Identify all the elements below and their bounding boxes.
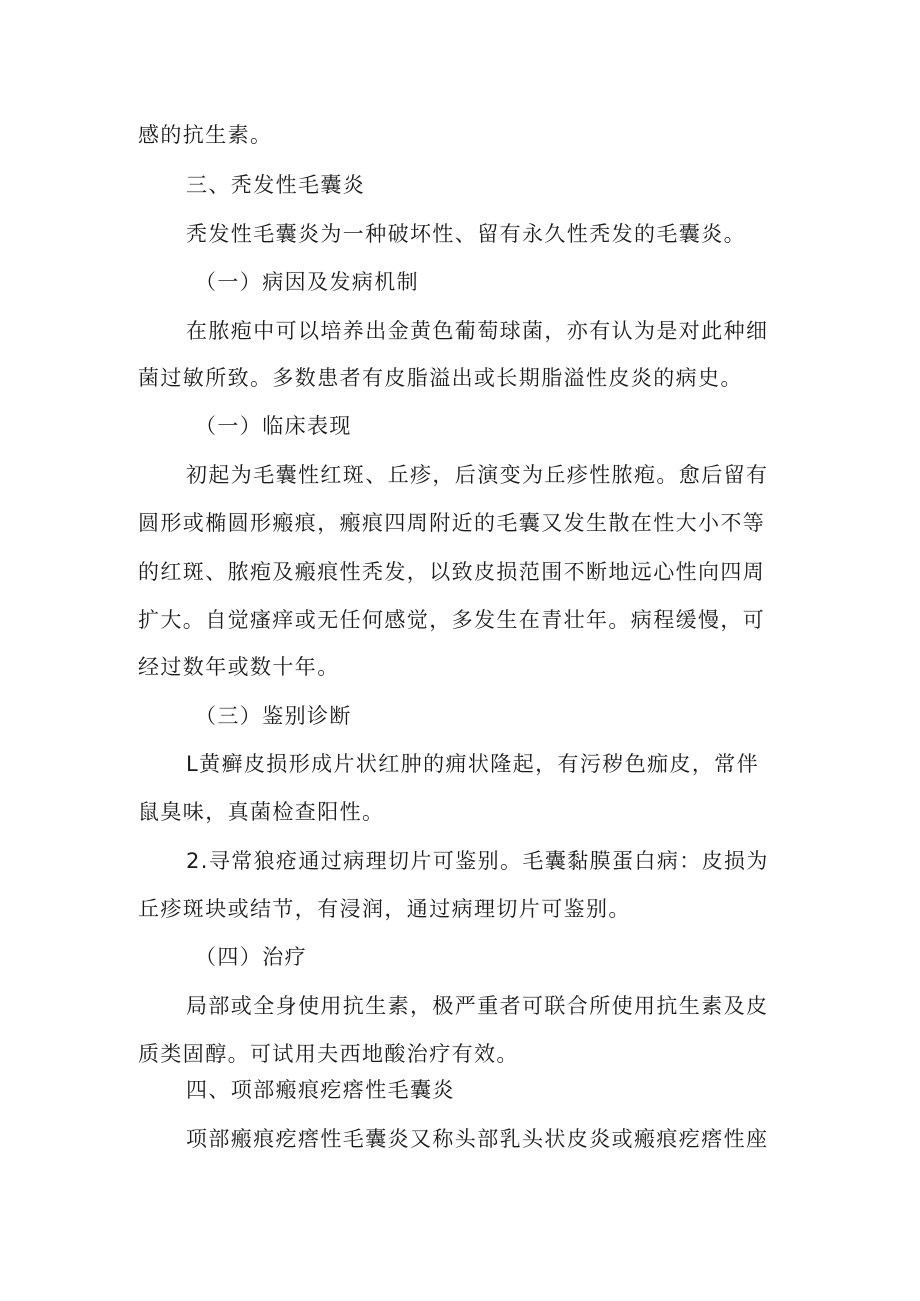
paragraph-line: 鼠臭味，真菌检查阳性。 [138,800,385,824]
subsection-heading: （一）病因及发病机制 [195,270,419,294]
paragraph-line: 秃发性毛囊炎为一种破坏性、留有永久性秃发的毛囊炎。 [186,222,746,246]
subsection-heading: （一）临床表现 [195,414,352,438]
paragraph-line: 圆形或椭圆形瘢痕，瘢痕四周附近的毛囊又发生散在性大小不等 [138,511,766,535]
subsection-heading: （四）治疗 [195,945,307,969]
paragraph-line: 局部或全身使用抗生素，极严重者可联合所使用抗生素及皮 [186,994,769,1018]
paragraph-line: 的红斑、脓疱及瘢痕性秃发，以致皮损范围不断地远心性向四周 [138,560,766,584]
paragraph-line: 初起为毛囊性红斑、丘疹，后演变为丘疹性脓疱。愈后留有 [186,463,769,487]
paragraph-line: 经过数年或数十年。 [138,655,340,679]
section-heading: 三、秃发性毛囊炎 [186,173,366,197]
paragraph-line: 感的抗生素。 [138,123,273,147]
paragraph-line: 丘疹斑块或结节，有浸润，通过病理切片可鉴别。 [138,897,631,921]
paragraph-line: 项部瘢痕疙瘩性毛囊炎又称头部乳头状皮炎或瘢痕疙瘩性座 [186,1127,769,1151]
paragraph-line: 2.寻常狼疮通过病理切片可鉴别。毛囊黏膜蛋白病：皮损为 [186,849,769,873]
paragraph-line: 菌过敏所致。多数患者有皮脂溢出或长期脂溢性皮炎的病史。 [138,366,743,390]
paragraph-line: 质类固醇。可试用夫西地酸治疗有效。 [138,1042,519,1066]
subsection-heading: （三）鉴别诊断 [195,704,352,728]
paragraph-line: 扩大。自觉瘙痒或无任何感觉，多发生在青壮年。病程缓慢，可 [138,608,766,632]
section-heading: 四、项部瘢痕疙瘩性毛囊炎 [186,1078,455,1102]
paragraph-line: L黄癣皮损形成片状红肿的痈状隆起，有污秽色痂皮，常伴 [186,752,760,776]
paragraph-line: 在脓疱中可以培养出金黄色葡萄球菌，亦有认为是对此种细 [186,319,769,343]
